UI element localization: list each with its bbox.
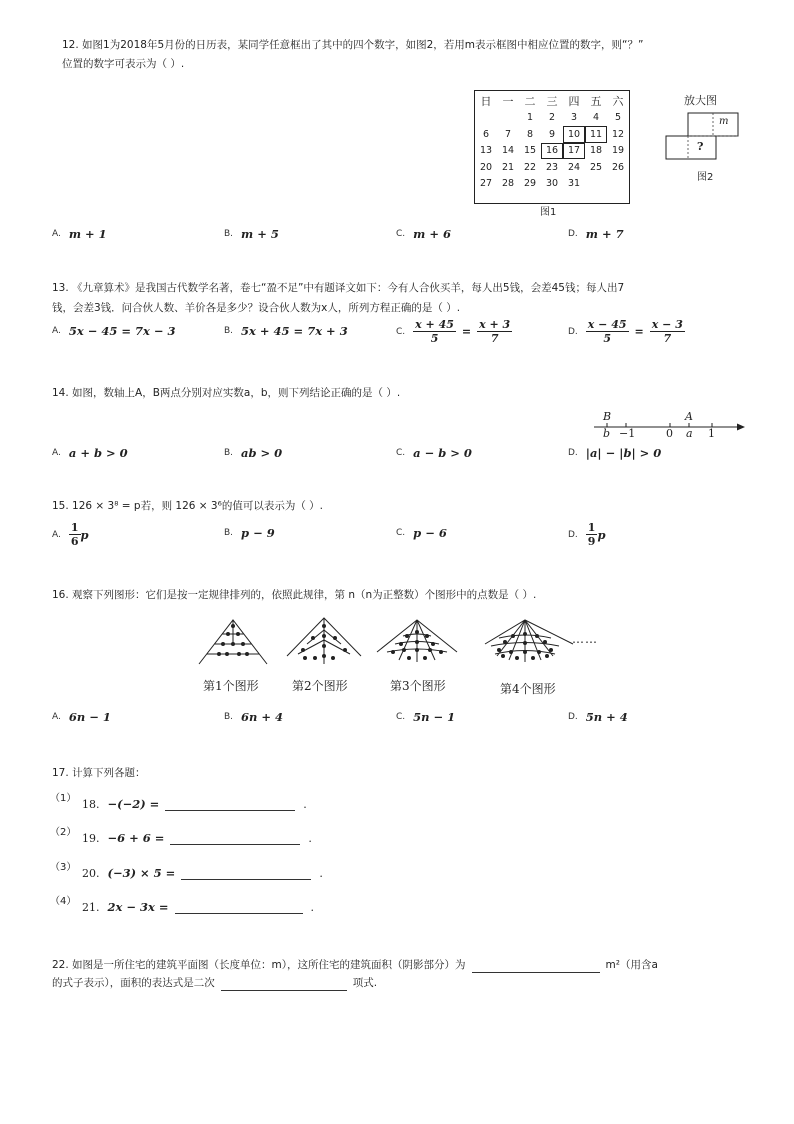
q22-stem-part1: 22. 如图是一所住宅的建筑平面图（长度单位：m），这所住宅的建筑面积（阴影部分）为 — [52, 959, 466, 971]
q15-option-b[interactable]: B. p − 9 — [224, 526, 275, 540]
calendar-day-cell: 27 — [479, 178, 493, 190]
calendar-day-cell: 4 — [592, 112, 600, 124]
calendar-day-cell: 6 — [482, 128, 490, 140]
fraction: $\frac{1}{6}$ — [70, 521, 79, 548]
answer-blank-20[interactable] — [181, 867, 311, 880]
calendar-day-cell: 15 — [523, 145, 537, 157]
calendar-row — [475, 143, 629, 160]
calendar-header-cell: 日 — [480, 95, 492, 109]
calendar-day-cell — [497, 110, 519, 127]
q12-stem-line2: 位置的数字可表示为（ ）. — [62, 58, 185, 70]
calendar-header-cell: 四 — [568, 95, 580, 109]
q15-stem: 15. 126 × 3⁸ = p若，则 126 × 3⁶的值可以表示为（ ）. — [52, 500, 323, 512]
calendar-row — [475, 159, 629, 176]
q15-option-a[interactable]: A. $\frac{1}{6}$ p — [52, 521, 89, 548]
q16-option-d[interactable]: D. 5n + 4 — [568, 710, 628, 724]
q12-option-d[interactable]: D. m + 7 — [568, 227, 624, 241]
tick-a: a — [686, 427, 693, 440]
calendar-row — [475, 176, 629, 193]
q17-item-2: 19. −6 + 6 = . — [82, 831, 312, 845]
q16-stem: 16. 观察下列图形：它们是按一定规律排列的，依照此规律，第 n（n为正整数）个图形中的点数是（ ）. — [52, 589, 537, 601]
calendar-day-cell: 22 — [523, 161, 537, 173]
calendar-day-cell: 25 — [589, 161, 603, 173]
q15-option-c[interactable]: C. p − 6 — [396, 526, 447, 540]
q22-unit: m²（用含a — [605, 959, 658, 971]
zoom-figure — [660, 110, 742, 165]
calendar-day-cell: 10 — [563, 126, 585, 143]
calendar-header-row — [475, 93, 629, 110]
q12-option-c[interactable]: C. m + 6 — [396, 227, 451, 241]
calendar-day-cell: 8 — [526, 128, 534, 140]
q17-item-2-tag: （2） — [50, 827, 77, 838]
q22-line2 — [52, 976, 377, 991]
q12-option-b[interactable]: B. m + 5 — [224, 227, 279, 241]
calendar-day-cell: 24 — [567, 161, 581, 173]
figure-caption-4: 第4个图形 — [500, 682, 556, 696]
calendar-day-cell: 29 — [523, 178, 537, 190]
figure-caption-1: 第1个图形 — [203, 679, 259, 693]
answer-blank-18[interactable] — [165, 798, 295, 811]
zoom-caption: 图2 — [697, 172, 714, 183]
fraction: $\frac{x - 3}{7}$ — [651, 318, 683, 345]
calendar-header-cell: 六 — [612, 95, 624, 109]
calendar-day-cell: 18 — [589, 145, 603, 157]
calendar-day-cell: 26 — [611, 161, 625, 173]
q16-option-c[interactable]: C. 5n − 1 — [396, 710, 456, 724]
calendar-header-cell: 一 — [502, 95, 514, 109]
q17-stem: 17. 计算下列各题： — [52, 767, 146, 779]
zoom-title: 放大图 — [684, 94, 717, 107]
pattern-figures — [195, 612, 575, 672]
q12-option-a[interactable]: A. m + 1 — [52, 227, 107, 241]
q22-line1 — [52, 958, 658, 973]
pattern-ellipsis: …… — [572, 632, 598, 646]
calendar-day-cell: 5 — [614, 112, 622, 124]
calendar-day-cell — [475, 110, 497, 127]
q12-stem-line1: 12. 如图1为2018年5月份的日历表，某同学任意框出了其中的四个数字，如图2，若用m表示框图中相应位置的数字，则“？” — [62, 39, 644, 51]
q17-item-1: 18. −(−2) = . — [82, 797, 307, 811]
fraction: $\frac{x - 45}{5}$ — [587, 318, 627, 345]
q22-stem-part2: 的式子表示），面积的表达式是二次 — [52, 977, 215, 989]
calendar-day-cell: 28 — [501, 178, 515, 190]
answer-blank-degree[interactable] — [221, 978, 347, 991]
calendar-figure — [474, 90, 630, 204]
fraction: $\frac{x + 45}{5}$ — [415, 318, 454, 345]
zoom-m-label: m — [719, 116, 729, 127]
calendar-day-cell — [607, 176, 629, 193]
calendar-day-cell: 21 — [501, 161, 515, 173]
q17-item-3: 20. (−3) × 5 = . — [82, 866, 323, 880]
q14-option-b[interactable]: B. ab > 0 — [224, 446, 283, 460]
calendar-row — [475, 110, 629, 127]
calendar-day-cell: 7 — [504, 128, 512, 140]
q16-option-b[interactable]: B. 6n + 4 — [224, 710, 284, 724]
q13-option-b[interactable]: B. 5x + 45 = 7x + 3 — [224, 324, 348, 338]
q14-option-a[interactable]: A. a + b > 0 — [52, 446, 128, 460]
calendar-header-cell: 二 — [524, 95, 536, 109]
calendar-day-cell: 1 — [526, 112, 534, 124]
q15-option-d[interactable]: D. $\frac{1}{9}$ p — [568, 521, 606, 548]
calendar-day-cell: 31 — [567, 178, 581, 190]
calendar-day-cell: 30 — [545, 178, 559, 190]
figure-caption-2: 第2个图形 — [292, 679, 348, 693]
q16-option-a[interactable]: A. 6n − 1 — [52, 710, 111, 724]
calendar-day-cell: 12 — [611, 128, 625, 140]
calendar-day-cell: 23 — [545, 161, 559, 173]
point-b-label: B — [603, 410, 612, 423]
q17-item-3-tag: （3） — [50, 862, 77, 873]
answer-blank-21[interactable] — [175, 901, 303, 914]
calendar-caption: 图1 — [540, 207, 557, 218]
q13-option-a[interactable]: A. 5x − 45 = 7x − 3 — [52, 324, 176, 338]
calendar-day-cell: 14 — [501, 145, 515, 157]
calendar-day-cell: 9 — [548, 128, 556, 140]
fraction: $\frac{x + 3}{7}$ — [479, 318, 511, 345]
q13-stem-line2: 钱，会差3钱．问合伙人数、羊价各是多少？设合伙人数为x人，所列方程正确的是（ ）. — [52, 302, 461, 314]
calendar-day-cell: 16 — [541, 143, 563, 160]
q13-option-c[interactable]: C. $\frac{x + 45}{5}$ = $\frac{x + 3}{7}$ — [396, 318, 511, 345]
q14-stem: 14. 如图，数轴上A，B两点分别对应实数a，b，则下列结论正确的是（ ）. — [52, 387, 401, 399]
tick-b: b — [603, 427, 611, 440]
fraction: $\frac{1}{9}$ — [587, 521, 596, 548]
calendar-day-cell — [585, 176, 607, 193]
calendar-row — [475, 126, 629, 143]
answer-blank-area[interactable] — [472, 960, 600, 973]
q17-item-4: 21. 2x − 3x = . — [82, 900, 314, 914]
answer-blank-19[interactable] — [170, 832, 300, 845]
point-a-label: A — [685, 410, 693, 423]
calendar-day-cell: 3 — [570, 112, 578, 124]
calendar-day-cell: 2 — [548, 112, 556, 124]
calendar-header-cell: 五 — [590, 95, 602, 109]
tick-zero: 0 — [666, 427, 673, 440]
q13-option-d[interactable]: D. $\frac{x - 45}{5}$ = $\frac{x - 3}{7}$ — [568, 318, 683, 345]
calendar-header-cell: 三 — [546, 95, 558, 109]
q13-stem-line1: 13. 《九章算术》是我国古代数学名著，卷七“盈不足”中有题译文如下：今有人合伙买羊，每人出5钱，会差45钱；每人出7 — [52, 282, 625, 294]
q17-item-4-tag: （4） — [50, 896, 77, 907]
calendar-day-cell: 17 — [563, 143, 585, 160]
tick-one: 1 — [708, 427, 715, 440]
q14-option-c[interactable]: C. a − b > 0 — [396, 446, 472, 460]
calendar-day-cell: 11 — [585, 126, 607, 143]
calendar-table — [475, 93, 629, 192]
figure-caption-3: 第3个图形 — [390, 679, 446, 693]
zoom-question-mark: ? — [697, 140, 704, 153]
calendar-day-cell: 13 — [479, 145, 493, 157]
q14-option-d[interactable]: D. |a| − |b| > 0 — [568, 446, 662, 460]
calendar-day-cell: 19 — [611, 145, 625, 157]
calendar-day-cell: 20 — [479, 161, 493, 173]
q17-item-1-tag: （1） — [50, 793, 77, 804]
tick-minus-one: −1 — [619, 427, 636, 440]
q22-stem-part3: 项式. — [352, 977, 378, 989]
